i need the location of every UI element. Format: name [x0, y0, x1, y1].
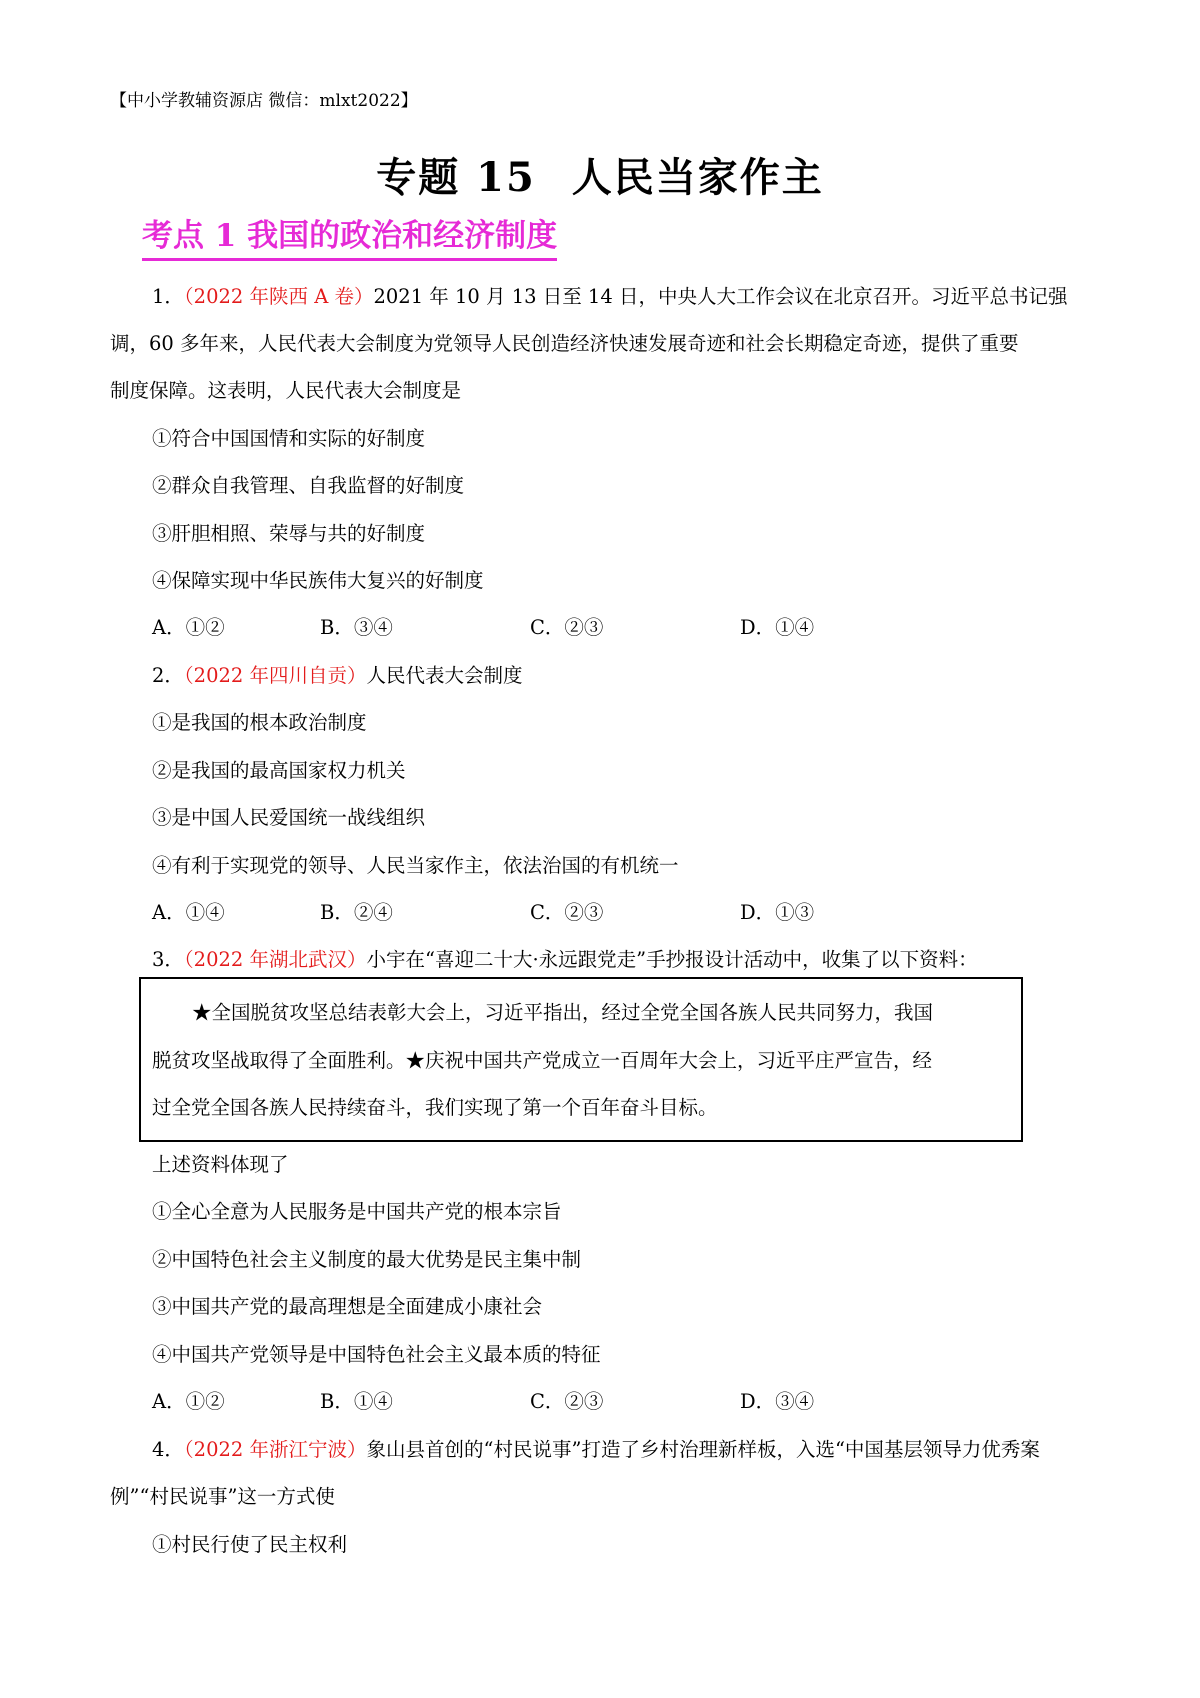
question-3-item: ④中国共产党领导是中国特色社会主义最本质的特征	[152, 1343, 601, 1366]
material-line-2: 脱贫攻坚战取得了全面胜利。★庆祝中国共产党成立一百周年大会上，习近平庄严宣告，经	[152, 1049, 933, 1072]
question-4-stem-line-2: 例”“村民说事”这一方式使	[110, 1485, 335, 1508]
material-line-3: 过全党全国各族人民持续奋斗，我们实现了第一个百年奋斗目标。	[152, 1096, 718, 1119]
question-1-option-b: B．③④	[320, 616, 393, 639]
question-1-stem-line-2: 调，60 多年来，人民代表大会制度为党领导人民创造经济快速发展奇迹和社会长期稳定奇迹，提供了重要	[110, 332, 1019, 355]
question-1-option-d: D．①④	[740, 616, 815, 639]
question-1-source: （2022 年陕西 A 卷）	[183, 285, 374, 308]
section-heading: 考点 1 我国的政治和经济制度	[142, 216, 557, 261]
question-3-source: （2022 年湖北武汉）	[183, 948, 367, 971]
question-2-option-c: C．②③	[530, 901, 604, 924]
question-3-lead: 上述资料体现了	[152, 1153, 289, 1176]
question-2-stem: 2．（2022 年四川自贡）人民代表大会制度	[152, 664, 523, 687]
question-4-stem-line-1: 4．（2022 年浙江宁波）象山县首创的“村民说事”打造了乡村治理新样板，入选“中国基层领导力优秀案	[152, 1438, 1040, 1461]
question-3-item: ③中国共产党的最高理想是全面建成小康社会	[152, 1295, 543, 1318]
title-topic-number: 专题 15	[376, 154, 536, 201]
title-topic-name: 人民当家作主	[571, 154, 824, 201]
question-2-option-d: D．①③	[740, 901, 815, 924]
question-3-option-a: A．①②	[152, 1390, 225, 1413]
question-4-source: （2022 年浙江宁波）	[183, 1438, 367, 1461]
question-3-item: ②中国特色社会主义制度的最大优势是民主集中制	[152, 1248, 582, 1271]
question-2-item: ③是中国人民爱国统一战线组织	[152, 806, 426, 829]
question-3-stem: 3．（2022 年湖北武汉）小宇在“喜迎二十大·永远跟党走”手抄报设计活动中，收集了以下资料：	[152, 948, 978, 971]
question-1-item: ②群众自我管理、自我监督的好制度	[152, 474, 465, 497]
question-2-option-a: A．①④	[152, 901, 225, 924]
question-2-item: ④有利于实现党的领导、人民当家作主，依法治国的有机统一	[152, 854, 679, 877]
question-1-option-a: A．①②	[152, 616, 225, 639]
question-1-item: ①符合中国国情和实际的好制度	[152, 427, 426, 450]
material-line-1: ★全国脱贫攻坚总结表彰大会上，习近平指出，经过全党全国各族人民共同努力，我国	[192, 1001, 934, 1024]
question-2-source: （2022 年四川自贡）	[183, 664, 367, 687]
question-3-option-d: D．③④	[740, 1390, 815, 1413]
question-2-option-b: B．②④	[320, 901, 393, 924]
question-1-option-c: C．②③	[530, 616, 604, 639]
page-title	[0, 146, 1200, 203]
question-3-item: ①全心全意为人民服务是中国共产党的根本宗旨	[152, 1200, 562, 1223]
question-1-item: ④保障实现中华民族伟大复兴的好制度	[152, 569, 484, 592]
question-1-stem-line-1: 1．（2022 年陕西 A 卷）2021 年 10 月 13 日至 14 日，中央人大工作会议在北京召开。习近平总书记强	[152, 285, 1068, 308]
question-1-stem-line-3: 制度保障。这表明，人民代表大会制度是	[110, 379, 462, 402]
question-2-item: ②是我国的最高国家权力机关	[152, 759, 406, 782]
page-header: 【中小学教辅资源店 微信：mlxt2022】	[110, 91, 418, 111]
question-3-option-c: C．②③	[530, 1390, 604, 1413]
question-1-item: ③肝胆相照、荣辱与共的好制度	[152, 522, 426, 545]
question-3-option-b: B．①④	[320, 1390, 393, 1413]
question-2-item: ①是我国的根本政治制度	[152, 711, 367, 734]
question-4-item: ①村民行使了民主权利	[152, 1533, 348, 1556]
